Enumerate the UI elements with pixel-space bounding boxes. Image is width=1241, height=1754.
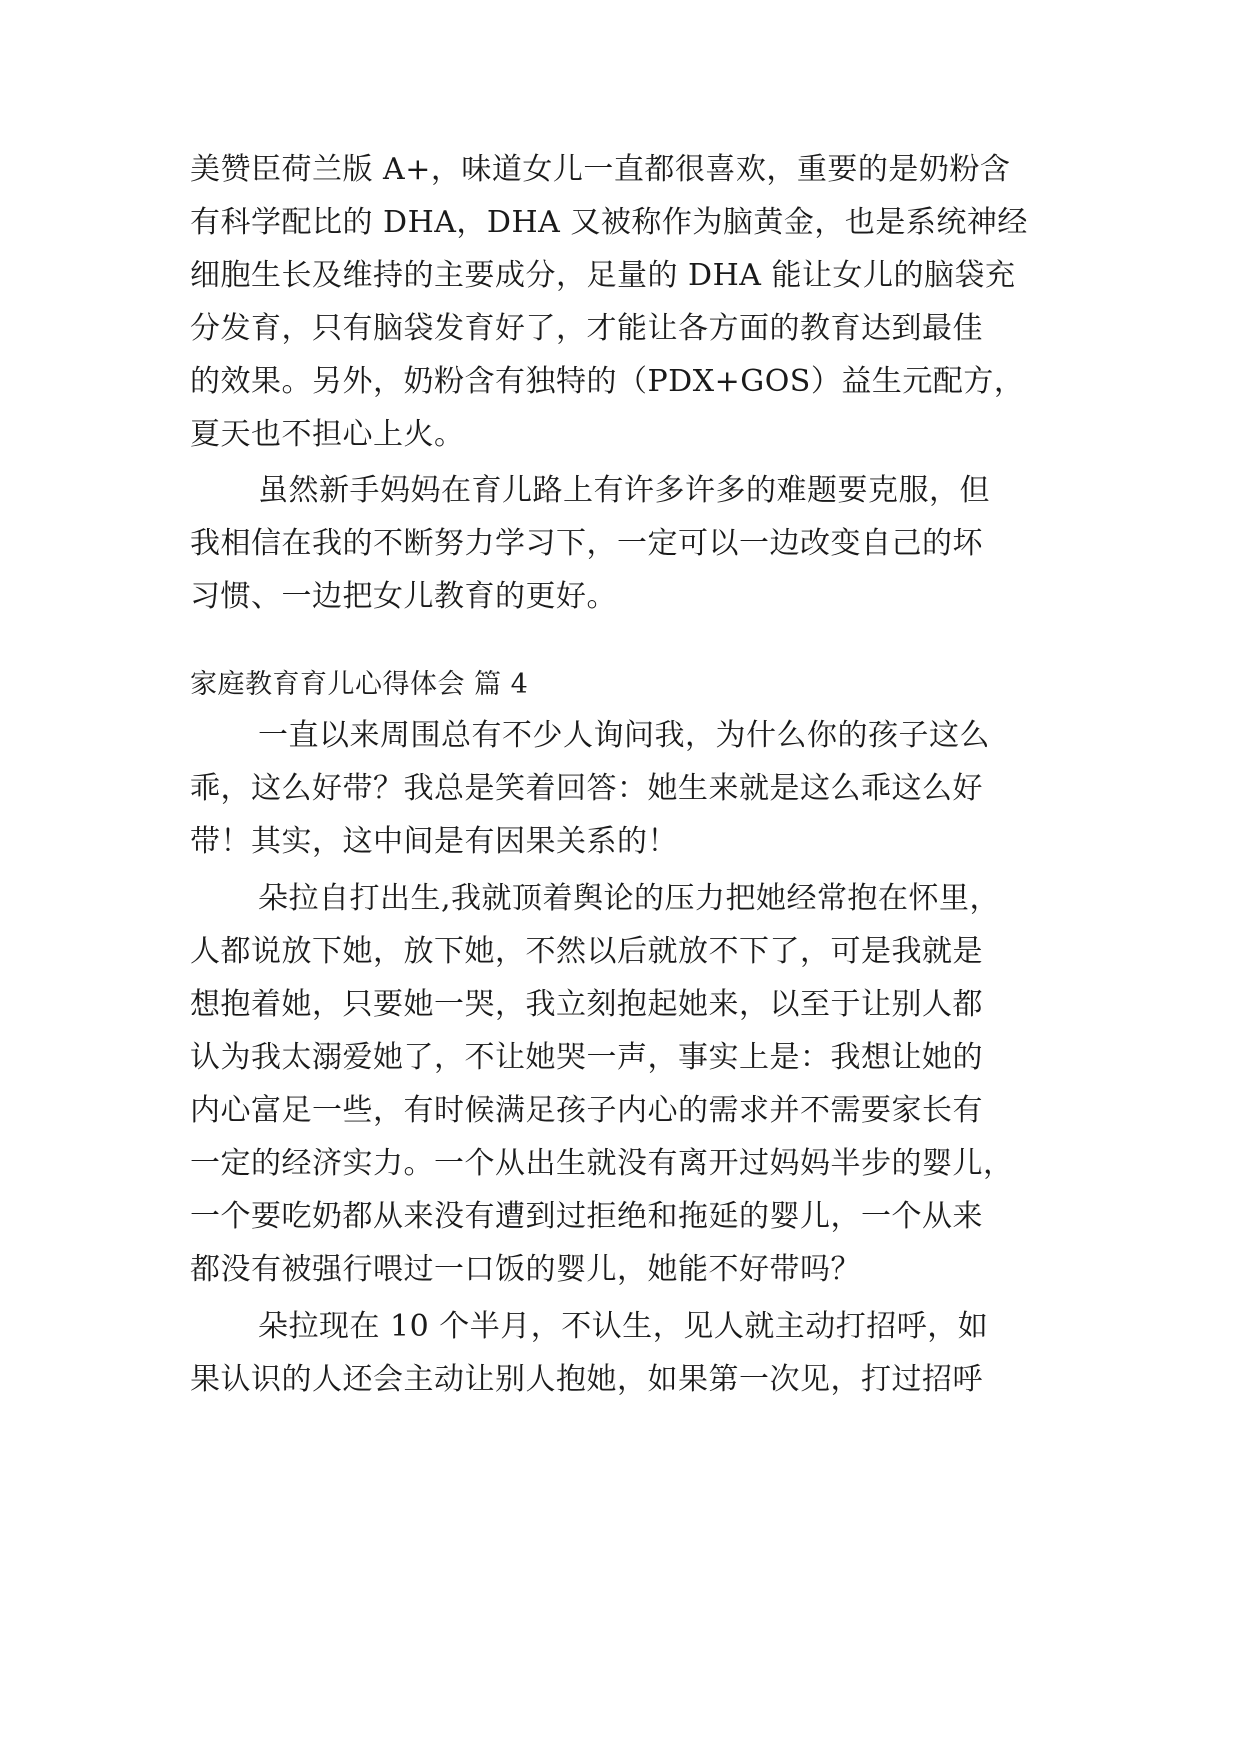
- paragraph-1-line-5: 的效果。另外，奶粉含有独特的（PDX+GOS）益生元配方，: [190, 364, 1025, 399]
- paragraph-4-line-5: 内心富足一些，有时候满足孩子内心的需求并不需要家长有: [190, 1093, 983, 1128]
- paragraph-1-line-3: 细胞生长及维持的主要成分，足量的 DHA 能让女儿的脑袋充: [190, 258, 1016, 293]
- paragraph-4-line-1: 朵拉自打出生,我就顶着舆论的压力把她经常抱在怀里，: [258, 881, 1001, 916]
- paragraph-1-line-1: 美赞臣荷兰版 A+，味道女儿一直都很喜欢，重要的是奶粉含: [190, 152, 1011, 187]
- paragraph-4-line-8: 都没有被强行喂过一口饭的婴儿，她能不好带吗？: [190, 1252, 861, 1287]
- paragraph-5-line-2: 果认识的人还会主动让别人抱她，如果第一次见，打过招呼: [190, 1362, 983, 1397]
- paragraph-2-line-3: 习惯、一边把女儿教育的更好。: [190, 579, 617, 614]
- paragraph-2-line-1: 虽然新手妈妈在育儿路上有许多许多的难题要克服，但: [258, 473, 990, 508]
- paragraph-3-line-1: 一直以来周围总有不少人询问我，为什么你的孩子这么: [258, 718, 990, 753]
- paragraph-3-line-3: 带！其实，这中间是有因果关系的！: [190, 824, 678, 859]
- paragraph-1-line-4: 分发育，只有脑袋发育好了，才能让各方面的教育达到最佳: [190, 311, 983, 346]
- paragraph-4-line-6: 一定的经济实力。一个从出生就没有离开过妈妈半步的婴儿，: [190, 1146, 1014, 1181]
- paragraph-4-line-4: 认为我太溺爱她了，不让她哭一声，事实上是：我想让她的: [190, 1040, 983, 1075]
- paragraph-1-line-6: 夏天也不担心上火。: [190, 417, 465, 452]
- paragraph-4-line-2: 人都说放下她，放下她，不然以后就放不下了，可是我就是: [190, 934, 983, 969]
- paragraph-3-line-2: 乖，这么好带？我总是笑着回答：她生来就是这么乖这么好: [190, 771, 983, 806]
- paragraph-5-line-1: 朵拉现在 10 个半月，不认生，见人就主动打招呼，如: [258, 1309, 989, 1344]
- paragraph-4-line-3: 想抱着她，只要她一哭，我立刻抱起她来，以至于让别人都: [190, 987, 983, 1022]
- paragraph-1-line-2: 有科学配比的 DHA，DHA 又被称作为脑黄金，也是系统神经: [190, 205, 1028, 240]
- paragraph-2-line-2: 我相信在我的不断努力学习下，一定可以一边改变自己的坏: [190, 526, 983, 561]
- section-heading: 家庭教育育儿心得体会 篇 4: [190, 669, 529, 700]
- paragraph-4-line-7: 一个要吃奶都从来没有遭到过拒绝和拖延的婴儿，一个从来: [190, 1199, 983, 1234]
